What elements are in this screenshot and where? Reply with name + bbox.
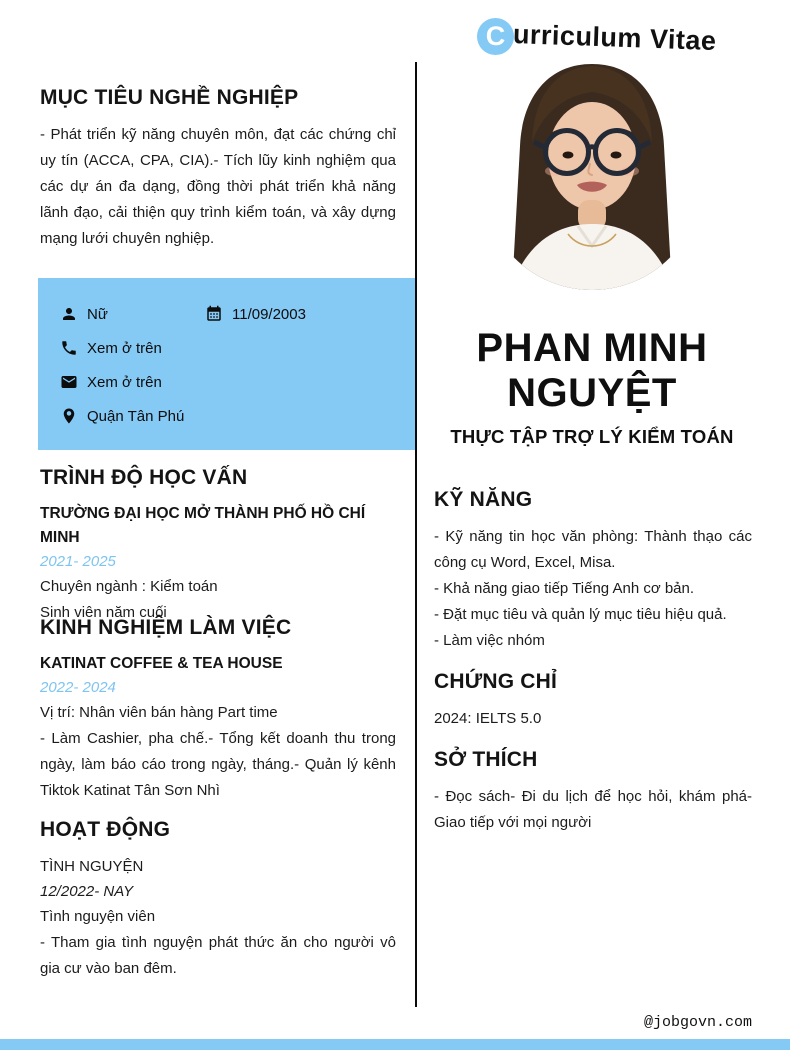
portrait-illustration xyxy=(482,58,702,290)
email-item xyxy=(60,373,162,391)
skills-heading: KỸ NĂNG xyxy=(434,488,533,511)
dob-value: 11/09/2003 xyxy=(232,305,306,323)
gender-value: Nữ xyxy=(87,305,108,323)
portrait-photo xyxy=(433,58,751,295)
phone-value: Xem ở trên xyxy=(87,339,162,357)
section-activities xyxy=(40,818,396,982)
experience-heading: KINH NGHIỆM LÀM VIỆC xyxy=(40,616,292,639)
address-item xyxy=(60,407,184,425)
bottom-accent-bar xyxy=(0,1039,790,1050)
column-divider xyxy=(415,62,417,1007)
person-icon xyxy=(60,305,78,323)
logo-c-icon: C xyxy=(477,18,514,55)
skill-item: - Khả năng giao tiếp Tiếng Anh cơ bản. xyxy=(434,580,695,597)
candidate-name-line1: PHAN MINH xyxy=(476,326,708,370)
gender-item xyxy=(60,305,205,323)
experience-company: KATINAT COFFEE & TEA HOUSE xyxy=(40,655,283,672)
email-icon xyxy=(60,373,78,391)
skill-item: - Kỹ năng tin học văn phòng: Thành thạo các công cụ Word, Excel, Misa. xyxy=(434,528,752,571)
phone-item xyxy=(60,339,162,357)
address-value: Quận Tân Phú xyxy=(87,407,185,425)
calendar-icon xyxy=(205,305,223,323)
phone-icon xyxy=(60,339,78,357)
job-title: THỰC TẬP TRỢ LÝ KIỂM TOÁN xyxy=(450,426,734,447)
education-status: Sinh viên năm cuối xyxy=(40,604,167,621)
candidate-name-line2: NGUYỆT xyxy=(507,371,677,415)
skill-item: - Làm việc nhóm xyxy=(434,632,545,649)
objective-body: - Phát triển kỹ năng chuyên môn, đạt các chứng chỉ uy tín (ACCA, CPA, CIA).- Tích lũy kinh nghiệm qua các dự án đa dạng, đồng thời phát triển khả năng lãnh đạo, cải thiện quy trình kiểm toán, và xây dựng mạng lưới chuyên nghiệp. xyxy=(40,126,396,247)
certificates-heading: CHỨNG CHỈ xyxy=(434,670,558,693)
education-major: Chuyên ngành : Kiểm toán xyxy=(40,578,218,595)
experience-details: - Làm Cashier, pha chế.- Tổng kết doanh thu trong ngày, làm báo cáo trong ngày, tháng.- Quản lý kênh Tiktok Katinat Tân Sơn Nhì xyxy=(40,730,396,799)
dob-item xyxy=(205,305,306,323)
certificate-item: 2024: IELTS 5.0 xyxy=(434,710,542,727)
email-value: Xem ở trên xyxy=(87,373,162,391)
hobbies-heading: SỞ THÍCH xyxy=(434,748,538,771)
location-pin-icon xyxy=(60,407,78,425)
curriculum-vitae-logo xyxy=(477,18,717,55)
section-hobbies xyxy=(434,748,752,836)
objective-heading: MỤC TIÊU NGHỀ NGHIỆP xyxy=(40,86,299,109)
personal-info-box xyxy=(38,278,416,450)
hobbies-body: - Đọc sách- Đi du lịch để học hỏi, khám phá- Giao tiếp với mọi người xyxy=(434,788,752,831)
section-education xyxy=(40,466,396,626)
activities-org: TÌNH NGUYỆN xyxy=(40,858,144,875)
activities-period: 12/2022- NAY xyxy=(40,883,134,900)
experience-position: Vị trí: Nhân viên bán hàng Part time xyxy=(40,704,278,721)
section-experience xyxy=(40,616,396,804)
section-objective xyxy=(40,86,396,252)
experience-period: 2022- 2024 xyxy=(40,679,116,696)
education-heading: TRÌNH ĐỘ HỌC VẤN xyxy=(40,466,248,489)
skill-item: - Đặt mục tiêu và quản lý mục tiêu hiệu quả. xyxy=(434,606,727,623)
activities-role: Tình nguyện viên xyxy=(40,908,156,925)
section-certificates xyxy=(434,670,752,732)
activities-heading: HOẠT ĐỘNG xyxy=(40,818,171,841)
education-school: TRƯỜNG ĐẠI HỌC MỞ THÀNH PHỐ HỒ CHÍ MINH xyxy=(40,505,366,546)
section-skills xyxy=(434,488,752,654)
logo-text: urriculum Vitae xyxy=(512,19,717,57)
education-period: 2021- 2025 xyxy=(40,553,116,570)
watermark-text: @jobgovn.com xyxy=(643,1014,752,1031)
activities-details: - Tham gia tình nguyện phát thức ăn cho người vô gia cư vào ban đêm. xyxy=(40,934,396,977)
name-block xyxy=(424,326,760,448)
